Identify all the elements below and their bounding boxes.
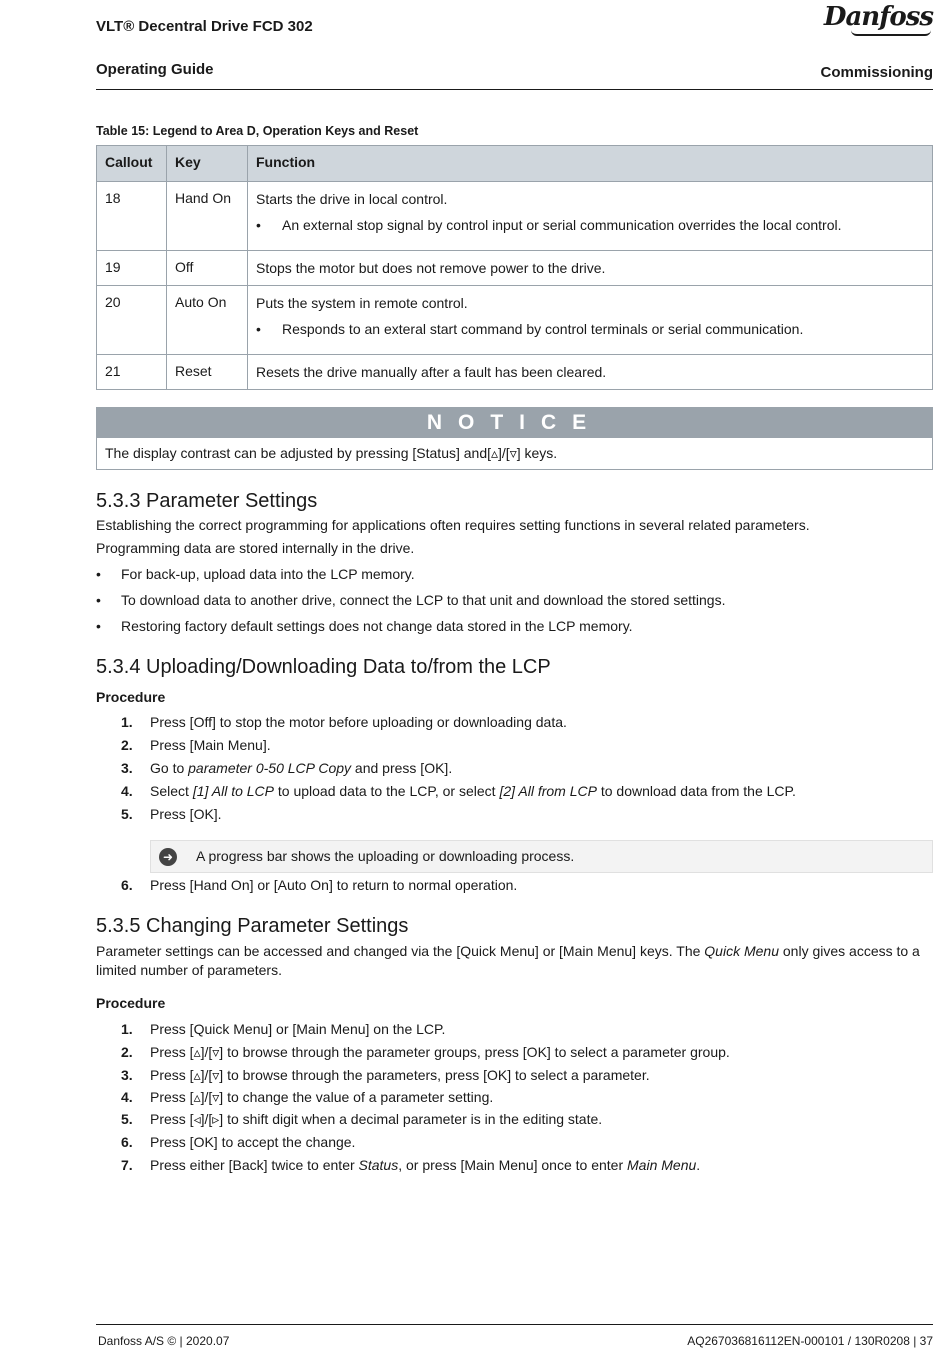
table-row [97, 182, 933, 251]
procedure-step [121, 877, 517, 893]
menu-reference: Status [358, 1157, 399, 1173]
step-text: Press [▵]/[▿] to change the value of a parameter setting. [150, 1089, 494, 1105]
section-name: Commissioning [820, 64, 933, 81]
parameter-reference: parameter 0-50 LCP Copy [188, 760, 352, 776]
procedure-step [121, 1021, 445, 1037]
step-text-pre: Go to [150, 760, 189, 776]
footer-copyright: Danfoss A/S © | 2020.07 [98, 1334, 230, 1348]
step-text-post: to download data from the LCP. [596, 783, 796, 799]
logo-swoosh [851, 30, 931, 36]
paragraph: Programming data are stored internally in the drive. [96, 540, 415, 556]
step-text-mid: , or press [Main Menu] once to enter [398, 1157, 628, 1173]
menu-reference: Quick Menu [704, 943, 779, 959]
step-number: 6. [121, 1134, 133, 1150]
cell-function [248, 182, 933, 251]
table-header-row [97, 146, 933, 182]
step-number: 1. [121, 1021, 133, 1037]
column-header-callout: Callout [97, 146, 167, 182]
function-text: Puts the system in remote control. [256, 295, 468, 311]
step-number: 2. [121, 1044, 133, 1060]
procedure-step [121, 1111, 602, 1128]
function-text: Starts the drive in local control. [256, 191, 448, 207]
bullet-dot: • [96, 566, 101, 582]
cell-callout: 21 [97, 355, 167, 390]
procedure-step [121, 714, 567, 730]
procedure-label: Procedure [96, 995, 166, 1011]
paragraph: Establishing the correct programming for applications often requires setting functions in several related parameters. [96, 517, 810, 533]
cell-key: Hand On [167, 182, 248, 251]
cell-function [248, 251, 933, 286]
step-number: 3. [121, 1067, 133, 1083]
step-text: Press [Off] to stop the motor before uploading or downloading data. [150, 714, 567, 730]
para-text-post: only gives access to a [779, 943, 920, 959]
step-text: Press [▵]/[▿] to browse through the parameters, press [OK] to select a parameter. [150, 1067, 650, 1083]
list-item-text: For back-up, upload data into the LCP memory. [121, 566, 415, 582]
cell-key: Auto On [167, 286, 248, 355]
step-text-pre: Select [150, 783, 193, 799]
step-text-pre: Press either [Back] twice to enter [150, 1157, 359, 1173]
procedure-step [121, 1089, 493, 1106]
option-reference: [1] All to LCP [192, 783, 274, 799]
procedure-step [121, 737, 271, 753]
step-number: 1. [121, 714, 133, 730]
step-text: Press [Main Menu]. [150, 737, 271, 753]
step-number: 3. [121, 760, 133, 776]
notice-text: The display contrast can be adjusted by pressing [Status] and[▵]/[▿] keys. [105, 445, 558, 461]
section-heading-5-3-5: 5.3.5 Changing Parameter Settings [96, 915, 409, 937]
step-text: Press [Quick Menu] or [Main Menu] on the LCP. [150, 1021, 446, 1037]
function-bullet: • An external stop signal by control input or serial communication overrides the local control. [256, 216, 924, 234]
step-text: Press [OK]. [150, 806, 222, 822]
cell-callout: 18 [97, 182, 167, 251]
step-number: 2. [121, 737, 133, 753]
step-number: 5. [121, 1111, 133, 1127]
legend-table [96, 145, 933, 390]
procedure-step [121, 760, 452, 776]
doc-title: VLT® Decentral Drive FCD 302 [96, 18, 313, 35]
function-text: Stops the motor but does not remove power to the drive. [256, 260, 606, 276]
cell-function [248, 355, 933, 390]
bullet-dot: • [96, 592, 101, 608]
note-text: A progress bar shows the uploading or downloading process. [196, 848, 575, 864]
step-number: 7. [121, 1157, 133, 1173]
table-row [97, 251, 933, 286]
step-text: Press [OK] to accept the change. [150, 1134, 356, 1150]
step-text: Press [▵]/[▿] to browse through the parameter groups, press [OK] to select a parameter group. [150, 1044, 730, 1060]
step-number: 6. [121, 877, 133, 893]
cell-key: Reset [167, 355, 248, 390]
cell-key: Off [167, 251, 248, 286]
procedure-step [121, 1044, 730, 1061]
function-bullet: • Responds to an exteral start command by control terminals or serial communication. [256, 320, 924, 338]
column-header-key: Key [167, 146, 248, 182]
step-text: Press [◃]/[▹] to shift digit when a decimal parameter is in the editing state. [150, 1111, 603, 1127]
page-footer [96, 1324, 933, 1348]
procedure-step [121, 1067, 650, 1084]
bullet-dot: • [96, 618, 101, 634]
notice-box [96, 407, 933, 470]
step-text-mid: to upload data to the LCP, or select [274, 783, 500, 799]
menu-reference: Main Menu [627, 1157, 697, 1173]
para-text-pre: Parameter settings can be accessed and changed via the [Quick Menu] or [Main Menu] keys. The [96, 943, 705, 959]
paragraph: limited number of parameters. [96, 962, 282, 978]
step-text-post: and press [OK]. [351, 760, 453, 776]
step-text: Press [Hand On] or [Auto On] to return to normal operation. [150, 877, 518, 893]
paragraph [96, 942, 933, 961]
result-note [150, 840, 933, 873]
procedure-step [121, 1157, 700, 1173]
section-heading-5-3-3: 5.3.3 Parameter Settings [96, 490, 318, 512]
procedure-label: Procedure [96, 689, 166, 705]
cell-function [248, 286, 933, 355]
cell-callout: 20 [97, 286, 167, 355]
step-text-post: . [696, 1157, 701, 1173]
page-header [96, 0, 933, 90]
procedure-step [121, 1134, 355, 1150]
step-number: 4. [121, 1089, 133, 1105]
step-number: 4. [121, 783, 133, 799]
table-row [97, 355, 933, 390]
step-number: 5. [121, 806, 133, 822]
list-item-text: To download data to another drive, connect the LCP to that unit and download the stored settings. [121, 592, 726, 608]
cell-callout: 19 [97, 251, 167, 286]
footer-doc-number: AQ267036816112EN-000101 / 130R0208 | 37 [687, 1334, 933, 1348]
danfoss-logo: Danfoss [823, 2, 933, 32]
procedure-step [121, 783, 796, 799]
arrow-right-circle-icon: ➜ [159, 848, 177, 866]
column-header-function: Function [248, 146, 933, 182]
function-text: Resets the drive manually after a fault has been cleared. [256, 364, 607, 380]
section-heading-5-3-4: 5.3.4 Uploading/Downloading Data to/from the LCP [96, 656, 551, 678]
option-reference: [2] All from LCP [499, 783, 597, 799]
list-item-text: Restoring factory default settings does not change data stored in the LCP memory. [121, 618, 633, 634]
table-caption: Table 15: Legend to Area D, Operation Keys and Reset [96, 124, 419, 138]
doc-subtitle: Operating Guide [96, 61, 214, 78]
table-row [97, 286, 933, 355]
procedure-step [121, 806, 222, 822]
notice-title: NOTICE [97, 408, 932, 438]
